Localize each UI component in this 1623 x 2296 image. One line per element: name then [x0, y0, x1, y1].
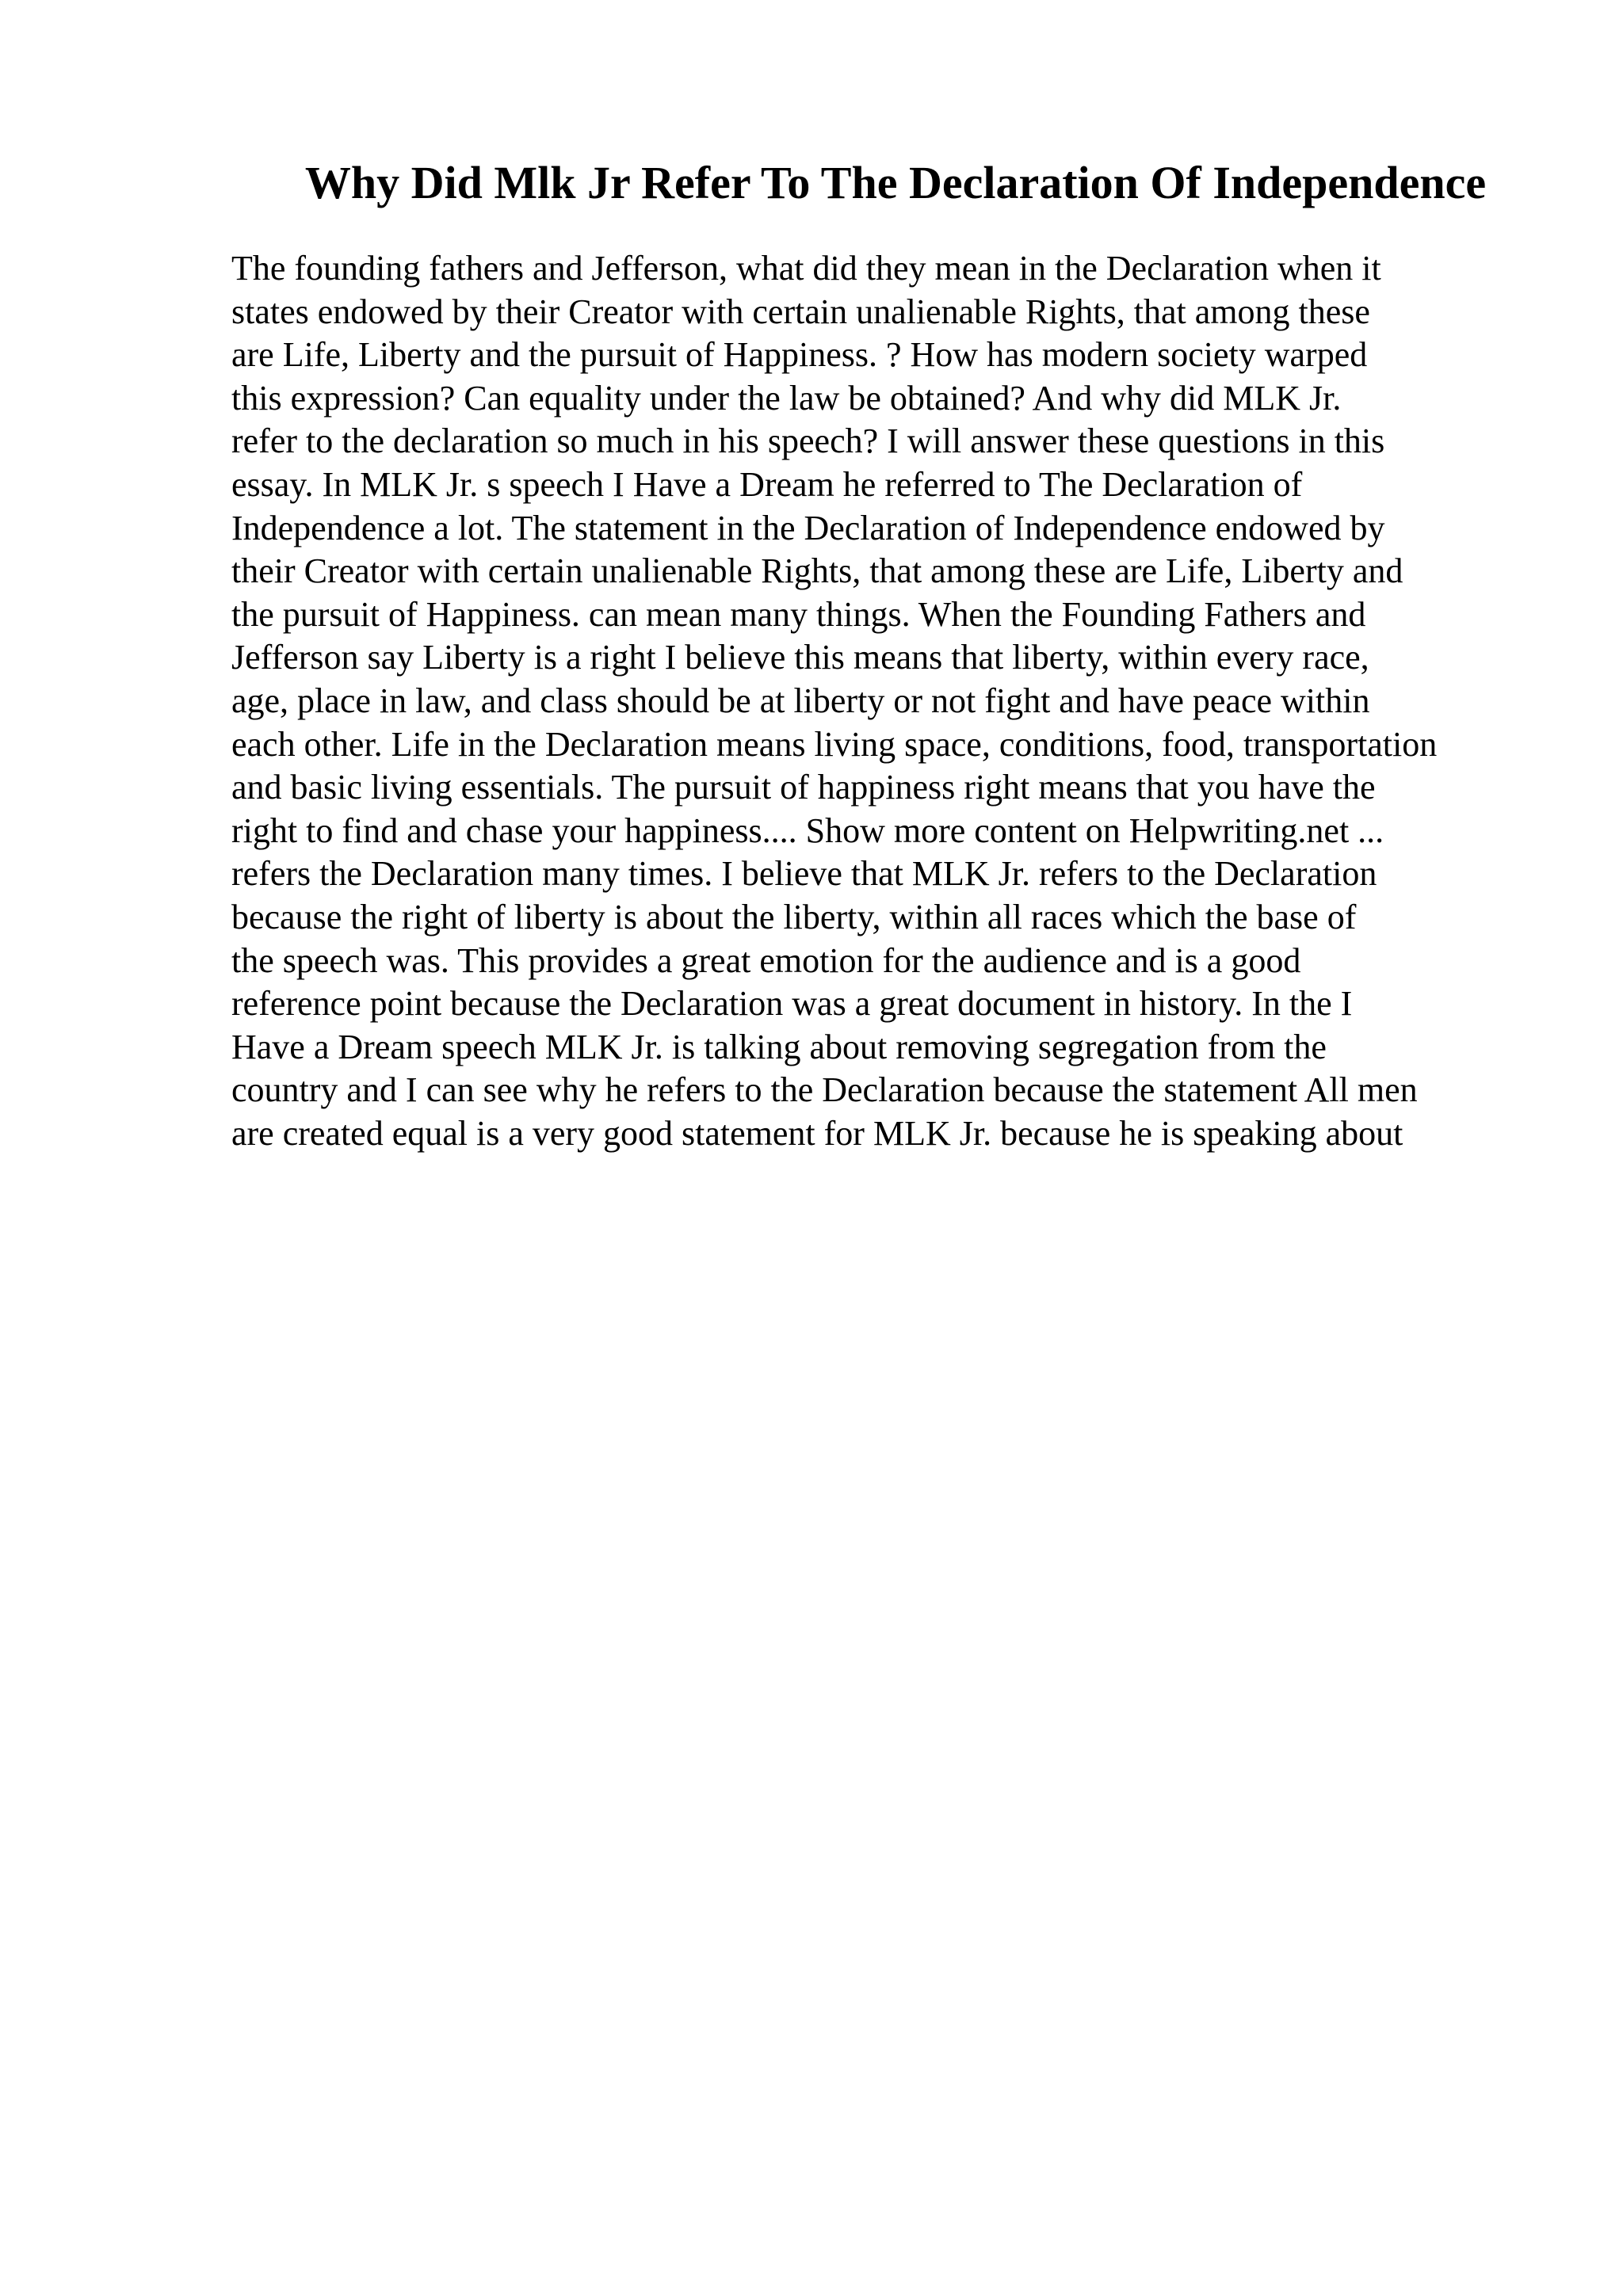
body-line: states endowed by their Creator with certain unalienable Rights, that among these — [231, 292, 1370, 331]
body-line: refers the Declaration many times. I believe that MLK Jr. refers to the Declaration — [231, 854, 1377, 894]
body-line: each other. Life in the Declaration means living space, conditions, food, transportation — [231, 724, 1438, 764]
body-line: right to find and chase your happiness.... Show more content on Helpwriting.net ... — [231, 810, 1384, 850]
body-line: the pursuit of Happiness. can mean many things. When the Founding Fathers and — [231, 594, 1366, 634]
body-line: are created equal is a very good statement for MLK Jr. because he is speaking about — [231, 1113, 1403, 1153]
document-title: Why Did Mlk Jr Refer To The Declaration Of Independence — [304, 157, 1487, 208]
body-line: their Creator with certain unalienable Rights, that among these are Life, Liberty and — [231, 551, 1403, 591]
body-line: because the right of liberty is about the liberty, within all races which the base of — [231, 897, 1357, 936]
body-line: essay. In MLK Jr. s speech I Have a Dream he referred to The Declaration of — [231, 464, 1303, 504]
document-body — [231, 247, 1563, 1155]
body-line: age, place in law, and class should be at liberty or not fight and have peace within — [231, 681, 1370, 720]
body-line: country and I can see why he refers to the Declaration because the statement All men — [231, 1070, 1418, 1110]
body-line: Jefferson say Liberty is a right I believe this means that liberty, within every race, — [231, 638, 1369, 677]
body-line: this expression? Can equality under the law be obtained? And why did MLK Jr. — [231, 378, 1342, 418]
body-line: The founding fathers and Jefferson, what did they mean in the Declaration when it — [231, 249, 1381, 288]
body-line: refer to the declaration so much in his speech? I will answer these questions in this — [231, 421, 1385, 461]
body-line: are Life, Liberty and the pursuit of Happiness. ? How has modern society warped — [231, 335, 1368, 375]
body-line: Independence a lot. The statement in the Declaration of Independence endowed by — [231, 508, 1385, 547]
body-line: Have a Dream speech MLK Jr. is talking about removing segregation from the — [231, 1027, 1327, 1066]
body-line: the speech was. This provides a great emotion for the audience and is a good — [231, 940, 1301, 980]
body-line: and basic living essentials. The pursuit of happiness right means that you have the — [231, 768, 1376, 807]
body-line: reference point because the Declaration was a great document in history. In the I — [231, 984, 1353, 1024]
